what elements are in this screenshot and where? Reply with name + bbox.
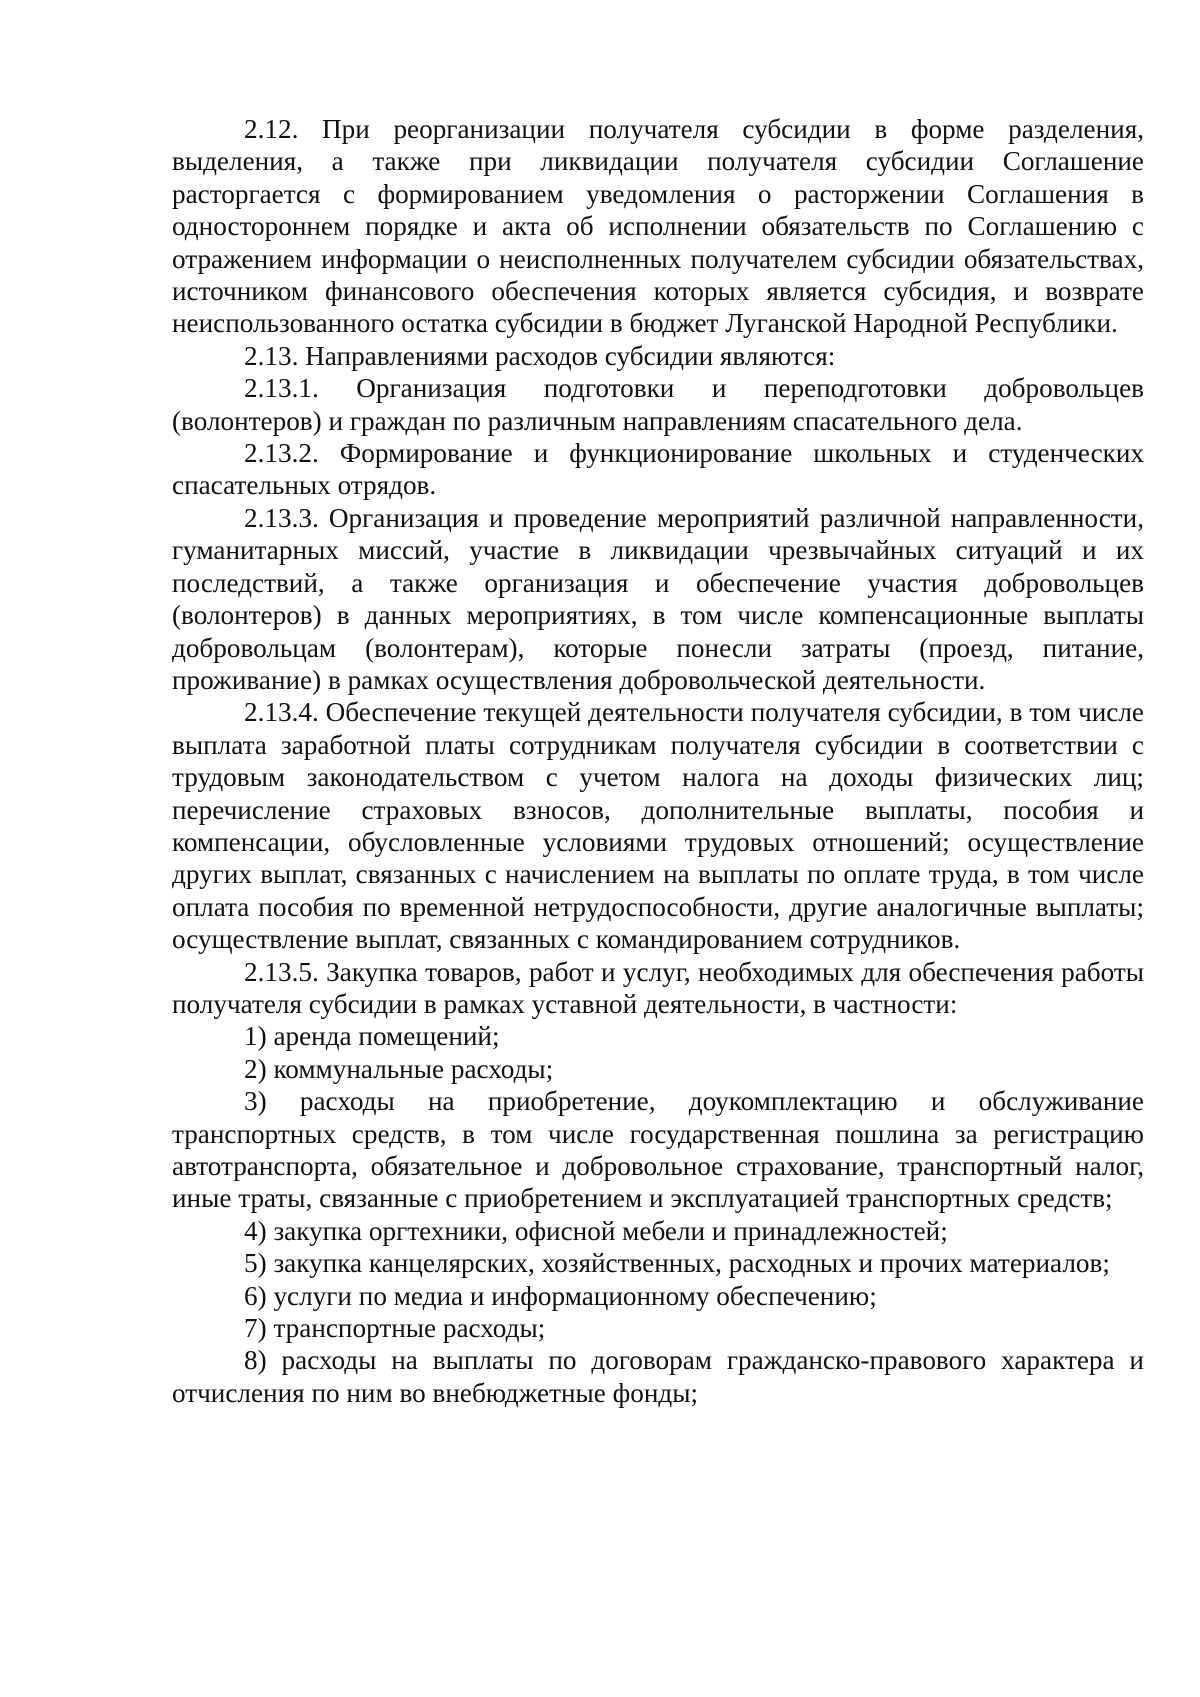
list-item-7: 7) транспортные расходы;	[244, 1313, 546, 1344]
list-item-4: 4) закупка оргтехники, офисной мебели и принадлежностей;	[244, 1215, 948, 1246]
document-page	[172, 113, 1144, 1409]
paragraph-2-13: 2.13. Направлениями расходов субсидии являются:	[244, 340, 836, 371]
list-item-6: 6) услуги по медиа и информационному обеспечению;	[244, 1280, 877, 1311]
list-item-3: 3) расходы на приобретение, доукомплектацию и обслуживание транспортных средств, в том числе государственная пошлина за регистрацию автотранспорта, обязательное и добровольное страхование, транспортный налог, иные траты, связанные с приобретением и эксплуатацией транспортных средств;	[172, 1086, 1144, 1214]
paragraph-2-13-2: 2.13.2. Формирование и функционирование школьных и студенческих спасательных отрядов.	[172, 438, 1144, 501]
list-item-5: 5) закупка канцелярских, хозяйственных, расходных и прочих материалов;	[244, 1248, 1110, 1279]
list-item-2: 2) коммунальные расходы;	[244, 1053, 554, 1084]
paragraph-2-13-1: 2.13.1. Организация подготовки и переподготовки добровольцев (волонтеров) и граждан по различным направлениям спасательного дела.	[172, 373, 1144, 436]
paragraph-2-13-4: 2.13.4. Обеспечение текущей деятельности получателя субсидии, в том числе выплата заработной платы сотрудникам получателя субсидии в соответствии с трудовым законодательством с учетом налога на доходы физических лиц; перечисление страховых взносов, дополнительные выплаты, пособия и компенсации, обусловленные условиями трудовых отношений; осуществление других выплат, связанных с начислением на выплаты по оплате труда, в том числе оплата пособия по временной нетрудоспособности, другие аналогичные выплаты; осуществление выплат, связанных с командированием сотрудников.	[172, 697, 1144, 955]
paragraph-2-13-5: 2.13.5. Закупка товаров, работ и услуг, необходимых для обеспечения работы получателя субсидии в рамках уставной деятельности, в частности:	[172, 956, 1144, 1019]
paragraph-2-12: 2.12. При реорганизации получателя субсидии в форме разделения, выделения, а также при ликвидации получателя субсидии Соглашение расторгается с формированием уведомления о расторжении Соглашения в одностороннем порядке и акта об исполнении обязательств по Соглашению с отражением информации о неисполненных получателем субсидии обязательствах, источником финансового обеспечения которых является субсидия, и возврате неиспользованного остатка субсидии в бюджет Луганской Народной Республики.	[172, 114, 1144, 339]
paragraph-2-13-3: 2.13.3. Организация и проведение мероприятий различной направленности, гуманитарных миссий, участие в ликвидации чрезвычайных ситуаций и их последствий, а также организация и обеспечение участия добровольцев (волонтеров) в данных мероприятиях, в том числе компенсационные выплаты добровольцам (волонтерам), которые понесли затраты (проезд, питание, проживание) в рамках осуществления добровольческой деятельности.	[172, 502, 1144, 695]
list-item-1: 1) аренда помещений;	[244, 1021, 500, 1052]
list-item-8: 8) расходы на выплаты по договорам гражданско-правового характера и отчисления по ним во внебюджетные фонды;	[172, 1345, 1144, 1408]
